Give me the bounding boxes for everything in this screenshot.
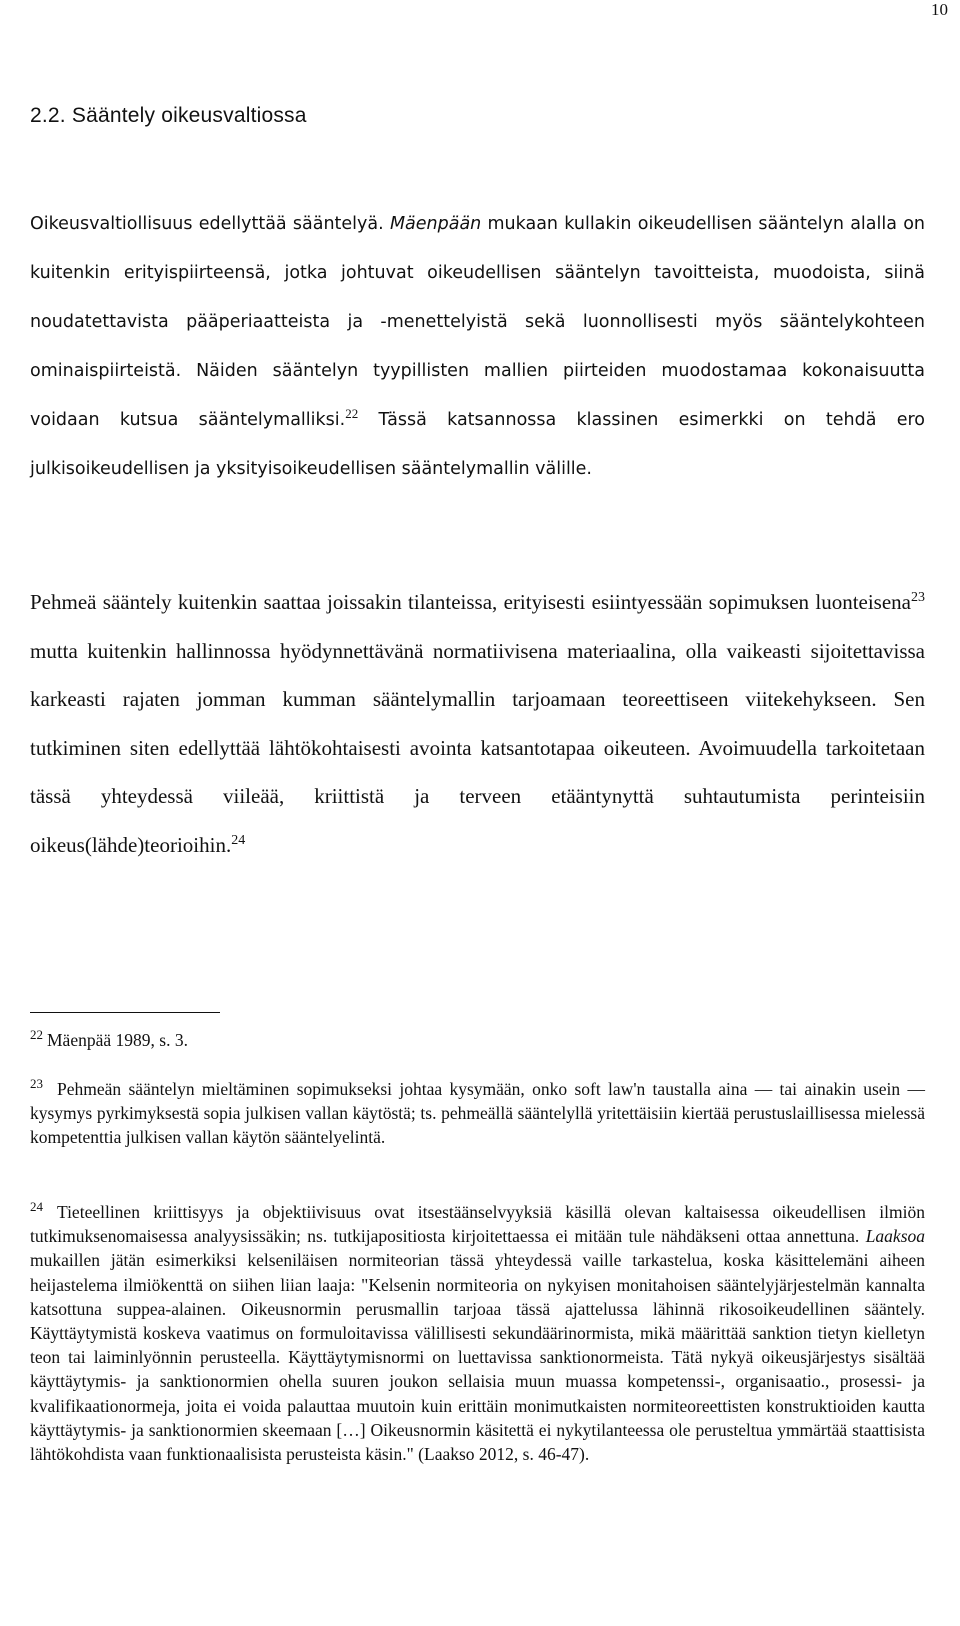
paragraph-1-author-italic: Mäenpään — [389, 214, 482, 234]
footnote-text: Pehmeän sääntelyn mieltäminen sopimukseksi johtaa kysymään, onko soft law'n taustalla aina — tai ainakin usein — kysymys pyrkimyksestä sopia julkisen vallan käytöstä; ts. pehmeällä sääntelyllä yritettäisiin kiertää perustuslaillisessa mielessä kompetenttia julkisen vallan käytön sääntelyelintä. — [30, 1079, 925, 1148]
paragraph-1-text-c: Tässä katsannossa klassinen esimerkki on tehdä ero julkisoikeudellisen ja yksityisoikeudellisen sääntelymallin välille. — [30, 410, 926, 479]
footnote-23 — [30, 1077, 925, 1150]
footnote-author-italic: Laaksoa — [865, 1226, 925, 1247]
footnote-ref-22[interactable]: 22 — [345, 406, 359, 422]
footnote-24 — [30, 1200, 925, 1466]
section-heading: 2.2. Sääntely oikeusvaltiossa — [30, 104, 307, 127]
paragraph-2-text-b: mutta kuitenkin hallinnossa hyödynnettävänä normatiivisena materiaalina, olla vaikeasti sijoitettavissa karkeasti rajaten jomman kumman sääntelymallin tarjoamaan teoreettiseen viitekehykseen. Sen tutkiminen siten edellyttää lähtökohtaisesti avointa katsantotapaa oikeuteen. Avoimuudella tarkoitetaan tässä yhteydessä viileää, kriittistä ja terveen etääntynyttä suhtautumista perinteisiin oikeus(lähde)teorioihin. — [30, 638, 925, 857]
footnote-ref-23[interactable]: 23 — [911, 590, 925, 605]
footnote-ref-24[interactable]: 24 — [231, 832, 246, 848]
footnote-number: 23 — [30, 1076, 43, 1092]
footnote-number: 24 — [30, 1199, 43, 1215]
footnote-22 — [30, 1028, 925, 1052]
footnote-text-b: mukaillen jätän esimerkiksi kelseniläisen normiteorian tässä yhteydessä vaille tarkastelua, koska käsittelemäni aiheen heijastelema ilmiökenttä on siihen liian laaja: "Kelsenin normiteoria on nykyisen monitahoisen sääntelyjärjestelmän kannalta katsottuna suppea-alainen. Oikeusnormin perusmallin tarjoaa tässä ajattelussa lähinnä rikosoikeudellinen sääntely. Käyttäytymistä koskeva vaatimus on formuloitavissa välillisesti sekundäärinormista, mikä määrittää sanktion tietyn kielletyn teon tai laiminlyönnin perusteella. Käyttäytymisnormi on luettavissa sanktionormeista. Tätä nykyä oikeusjärjestys sisältää käyttäytymis- ja sanktionormien ohella suuren joukon sellaisia muun muassa kompetenssi-, organisaatio., prosessi- ja kvalifikaationormeja, joita ei voida palauttaa muutoin kuin erittäin monimutkaisten normiteoreettisten konstruktioiden kautta käyttäytymis- ja sanktionormien skeemaan […] Oikeusnormin käsitettä ei nykytilanteessa ole perusteltua ymmärtää staattisista lähtökohdista vaan funktionaalisista perusteista käsin." (Laakso 2012, s. 46-47). — [30, 1250, 925, 1465]
footnote-text-a: Tieteellinen kriittisyys ja objektiivisuus ovat itsestäänselvyyksiä käsillä olevan kaltaisessa oikeudellisen ilmiön tutkimuksenomaisessa analyysissäkin; ns. tutkijapositiosta kirjoitettaessa ei mitään tule nähdäkseni ottaa annettuna. — [30, 1202, 925, 1247]
page-number: 10 — [931, 0, 948, 19]
paragraph-1 — [30, 200, 925, 494]
paragraph-2 — [30, 578, 925, 869]
footnote-number: 22 — [30, 1027, 43, 1043]
paragraph-1-text-a: Oikeusvaltiollisuus edellyttää sääntelyä. — [30, 214, 390, 234]
footnote-separator — [30, 1012, 220, 1013]
paragraph-2-text-a: Pehmeä sääntely kuitenkin saattaa joissakin tilanteissa, erityisesti esiintyessään sopimuksen luonteisena — [30, 590, 911, 614]
paragraph-1-text-b: mukaan kullakin oikeudellisen sääntelyn alalla on kuitenkin erityispiirteensä, jotka johtuvat oikeudellisen sääntelyn tavoitteista, muodoista, siinä noudatettavista pääperiaatteista ja -menettelyistä sekä luonnollisesti myös sääntelykohteen ominaispiirteistä. Näiden sääntelyn tyypillisten mallien piirteiden muodostamaa kokonaisuutta voidaan kutsua sääntelymalliksi. — [30, 214, 925, 430]
footnote-text: Mäenpää 1989, s. 3. — [47, 1030, 188, 1050]
